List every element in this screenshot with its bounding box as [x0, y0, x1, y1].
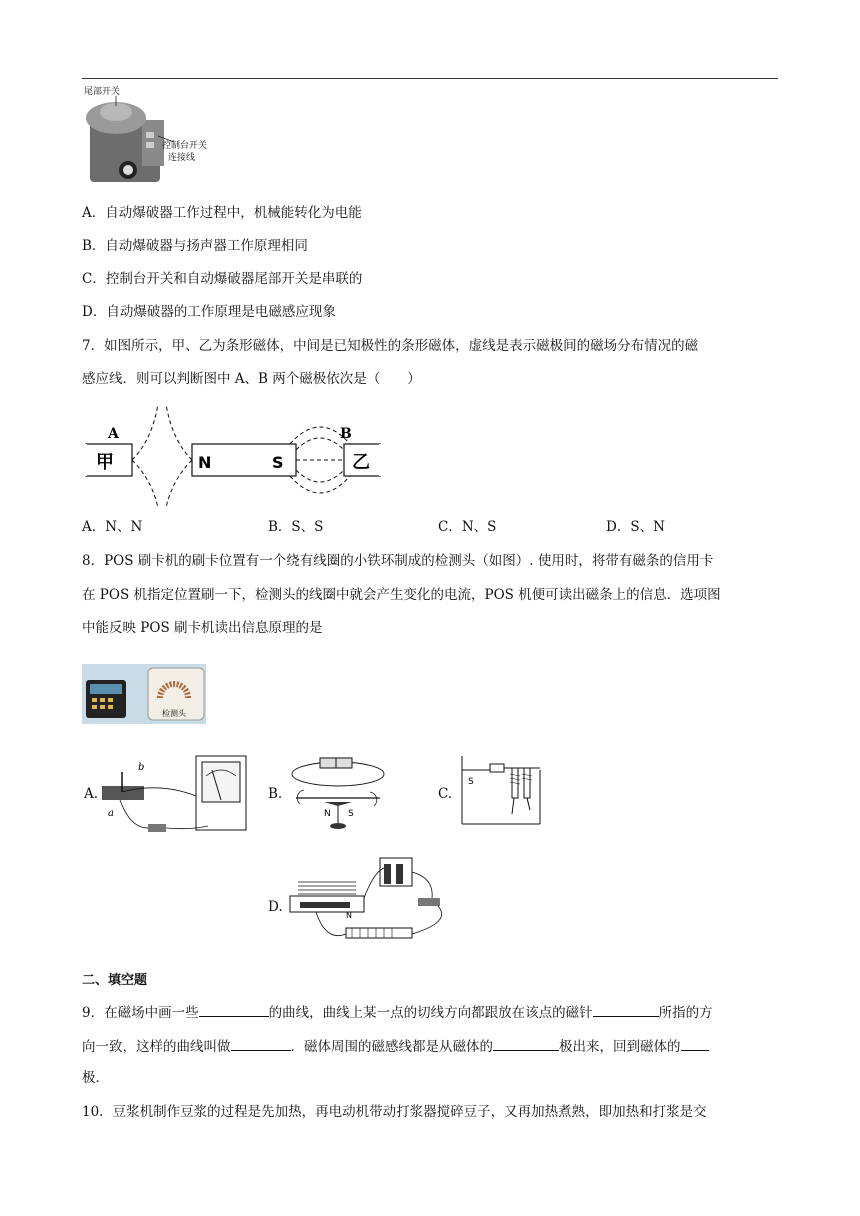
q7-option-a: A．N、N [82, 519, 143, 535]
console-switch-label: 控制台开关 [162, 141, 208, 151]
magnet-yi-label: 乙 [352, 452, 370, 473]
needle-n-label: N [324, 809, 331, 819]
pos-photo-caption: 检测头 [162, 709, 186, 718]
section-two-heading: 二、填空题 [82, 973, 148, 988]
wire-b-label: b [138, 762, 145, 773]
q7-option-c: C．N、S [438, 519, 497, 535]
header-rule [82, 78, 778, 79]
middle-n-pole: N [198, 453, 212, 472]
console-line-label: 连接线 [168, 153, 196, 163]
q7-magnet-figure [82, 400, 382, 510]
q9-line2: 向一致，这样的曲线叫做 ．磁体周围的磁感线都是从磁体的 极出来，回到磁体的 [82, 1036, 709, 1056]
q8-option-b-label: B. [268, 786, 283, 802]
q8-option-a-label: A. [84, 786, 99, 802]
q7-option-b: B．S、S [268, 519, 324, 535]
switch-s-label: S [468, 777, 474, 787]
q8-option-d-figure [286, 852, 462, 952]
q9-blank-3 [231, 1036, 291, 1051]
q7-stem-line1: 7．如图所示，甲、乙为条形磁体，中间是已知极性的条形磁体，虚线是表示磁极间的磁场分布情况的磁 [82, 338, 699, 354]
q8-option-d-label: D. [268, 899, 283, 915]
q6-option-a: A．自动爆破器工作过程中，机械能转化为电能 [82, 205, 362, 221]
q8-option-c-figure [460, 754, 544, 826]
q9-blank-1 [199, 1002, 269, 1017]
q10-line1: 10．豆浆机制作豆浆的过程是先加热，再电动机带动打浆器搅碎豆子，又再加热煮熟，即加热和打浆是交 [82, 1104, 707, 1120]
q8-stem-line1: 8．POS 刷卡机的刷卡位置有一个绕有线圈的小铁环制成的检测头（如图）. 使用时，将带有磁条的信用卡 [82, 553, 714, 569]
magnet-jia-label: 甲 [96, 452, 114, 473]
q9-blank-2 [593, 1002, 659, 1017]
q8-stem-line3: 中能反映 POS 刷卡机读出信息原理的是 [82, 620, 323, 636]
q8-option-a-figure [100, 752, 250, 844]
q6-option-b: B．自动爆破器与扬声器工作原理相同 [82, 238, 308, 254]
q8-stem-line2: 在 POS 机指定位置刷一下，检测头的线圈中就会产生变化的电流，POS 机便可读出磁条上的信息．选项图 [82, 587, 721, 603]
q8-option-b-figure [286, 752, 386, 832]
q8-option-c-label: C. [438, 786, 453, 802]
pos-machine-photo [82, 664, 206, 724]
q6-option-c: C．控制台开关和自动爆破器尾部开关是串联的 [82, 271, 363, 287]
q9-blank-5 [681, 1036, 709, 1051]
q9-line1: 9．在磁场中画一些 的曲线，曲线上某一点的切线方向都跟放在该点的磁针 所指的方 [82, 1002, 713, 1022]
q6-option-d: D．自动爆破器的工作原理是电磁感应现象 [82, 304, 336, 320]
tail-switch-label: 尾部开关 [84, 87, 121, 97]
pole-b-label: B [340, 426, 352, 442]
q7-option-d: D．S、N [606, 519, 665, 535]
motor-n-label: N [346, 911, 352, 920]
field-lines-left [132, 404, 192, 508]
q7-stem-line2: 感应线．则可以判断图中 A、B 两个磁极依次是（ ） [82, 371, 421, 387]
q9-blank-4 [493, 1036, 559, 1051]
blaster-device-figure [82, 84, 222, 188]
pole-a-label: A [108, 426, 119, 442]
needle-s-label: S [348, 809, 354, 819]
wire-a-label: a [108, 808, 114, 819]
q9-line3: 极． [82, 1070, 109, 1086]
middle-s-pole: S [272, 453, 284, 472]
